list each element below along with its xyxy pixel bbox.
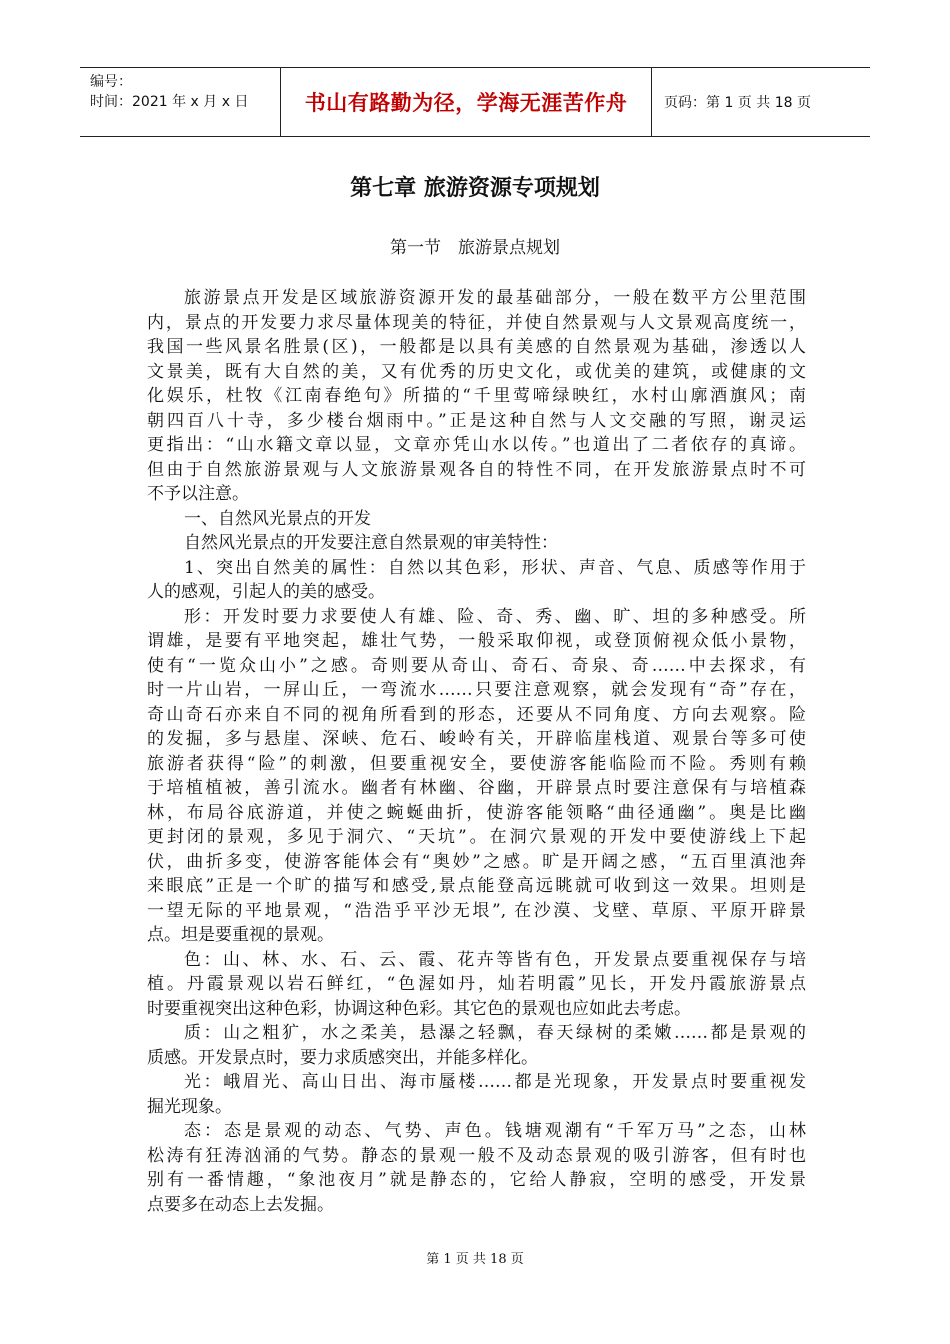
text-line: 一、自然风光景点的开发 <box>184 508 371 529</box>
text-line: 时要重视突出这种色彩，协调这种色彩。其它色的景观也应如此去考虑。 <box>147 998 691 1019</box>
text-line: 一望无际的平地景观，“浩浩乎平沙无垠”, 在沙漠、戈壁、草原、平原开辟景 <box>147 900 806 921</box>
text-line: 自然风光景点的开发要注意自然景观的审美特性： <box>184 533 558 553</box>
text-line: 质感。开发景点时，要力求质感突出，并能多样化。 <box>147 1047 538 1068</box>
text-line: 更指出：“山水籍文章以显，文章亦凭山水以传。”也道出了二者依存的真谛。 <box>147 435 806 455</box>
text-line: 松涛有狂涛汹涌的气势。静态的景观一般不及动态景观的吸引游客，但有时也 <box>147 1145 806 1166</box>
text-line: 更封闭的景观，多见于洞穴、“天坑”。在洞穴景观的开发中要使游线上下起 <box>147 827 806 847</box>
time-label: 时间：2021 年 x 月 x 日 <box>90 94 249 110</box>
chapter-title: 第七章 旅游资源专项规划 <box>350 176 600 201</box>
text-line: 内，景点的开发要力求尽量体现美的特征，并使自然景观与人文景观高度统一， <box>147 312 806 333</box>
text-line: 化娱乐，杜牧《江南春绝句》所描的“千里莺啼绿映红，水村山廓酒旗风；南 <box>147 386 806 406</box>
body-text <box>147 286 806 1217</box>
number-label: 编号： <box>90 74 132 90</box>
text-line: 光：峨眉光、高山日出、海市蜃楼……都是光现象，开发景点时要重视发 <box>184 1072 806 1092</box>
text-line: 林，布局谷底游道，并使之蜿蜒曲折，使游客能领略“曲径通幽”。奥是比幽 <box>147 802 806 823</box>
text-line: 态：态是景观的动态、气势、声色。钱塘观潮有“千军万马”之态，山林 <box>184 1121 806 1141</box>
text-line: 质：山之粗犷，水之柔美，悬瀑之轻飘，春天绿树的柔嫩……都是景观的 <box>184 1023 806 1043</box>
text-line: 时一片山岩，一屏山丘，一弯流水……只要注意观察，就会发现有“奇”存在， <box>147 680 806 700</box>
text-line: 点要多在动态上去发掘。 <box>147 1194 334 1215</box>
text-line: 奇山奇石亦来自不同的视角所看到的形态，还要从不同角度、方向去观察。险 <box>147 704 806 725</box>
text-line: 人的感观，引起人的美的感受。 <box>147 582 385 602</box>
header-page-info: 页码：第 1 页 共 18 页 <box>664 95 811 111</box>
text-line: 的发掘，多与悬崖、深峡、危石、峻岭有关，开辟临崖栈道、观景台等多可使 <box>147 729 806 749</box>
header-motto: 书山有路勤为径，学海无涯苦作舟 <box>280 68 652 136</box>
section-title: 第一节 旅游景点规划 <box>390 238 560 258</box>
text-line: 别有一番情趣，“象池夜月”就是静态的，它给人静寂，空明的感受，开发景 <box>147 1170 806 1190</box>
header-meta <box>80 68 280 136</box>
text-line: 点。坦是要重视的景观。 <box>147 925 334 945</box>
page-footer: 第 1 页 共 18 页 <box>426 1252 524 1267</box>
text-line: 掘光现象。 <box>147 1096 232 1117</box>
text-line: 伏，曲折多变，使游客能体会有“奥妙”之感。旷是开阔之感，“五百里滇池奔 <box>147 851 806 872</box>
text-line: 我国一些风景名胜景(区)，一般都是以具有美感的自然景观为基础，渗透以人 <box>147 337 806 357</box>
text-line: 旅游景点开发是区域旅游资源开发的最基础部分，一般在数平方公里范围 <box>184 288 806 308</box>
page-header <box>80 67 870 137</box>
text-line: 形：开发时要力求要使人有雄、险、奇、秀、幽、旷、坦的多种感受。所 <box>184 606 806 627</box>
text-line: 文景美，既有大自然的美，又有优秀的历史文化，或优美的建筑，或健康的文 <box>147 361 806 382</box>
text-line: 不予以注意。 <box>147 484 249 504</box>
text-line: 于培植植被，善引流水。幽者有林幽、谷幽，开辟景点时要注意保有与培植森 <box>147 778 806 798</box>
text-line: 色：山、林、水、石、云、霞、花卉等皆有色，开发景点要重视保存与培 <box>184 949 806 970</box>
text-line: 1、突出自然美的属性：自然以其色彩，形状、声音、气息、质感等作用于 <box>184 557 806 578</box>
text-line: 朝四百八十寺，多少楼台烟雨中。”正是这种自然与人文交融的写照，谢灵运 <box>147 410 806 431</box>
text-line: 旅游者获得“险”的刺激，但要重视安全，要使游客能临险而不险。秀则有赖 <box>147 753 806 774</box>
text-line: 谓雄，是要有平地突起，雄壮气势，一般采取仰视，或登顶俯视众低小景物， <box>147 631 806 651</box>
text-line: 来眼底”正是一个旷的描写和感受,景点能登高远眺就可收到这一效果。坦则是 <box>147 876 806 896</box>
text-line: 植。丹霞景观以岩石鲜红，“色渥如丹，灿若明霞”见长，开发丹霞旅游景点 <box>147 974 806 994</box>
text-line: 使有“一览众山小”之感。奇则要从奇山、奇石、奇泉、奇……中去探求，有 <box>147 655 806 676</box>
text-line: 但由于自然旅游景观与人文旅游景观各自的特性不同，在开发旅游景点时不可 <box>147 459 806 480</box>
